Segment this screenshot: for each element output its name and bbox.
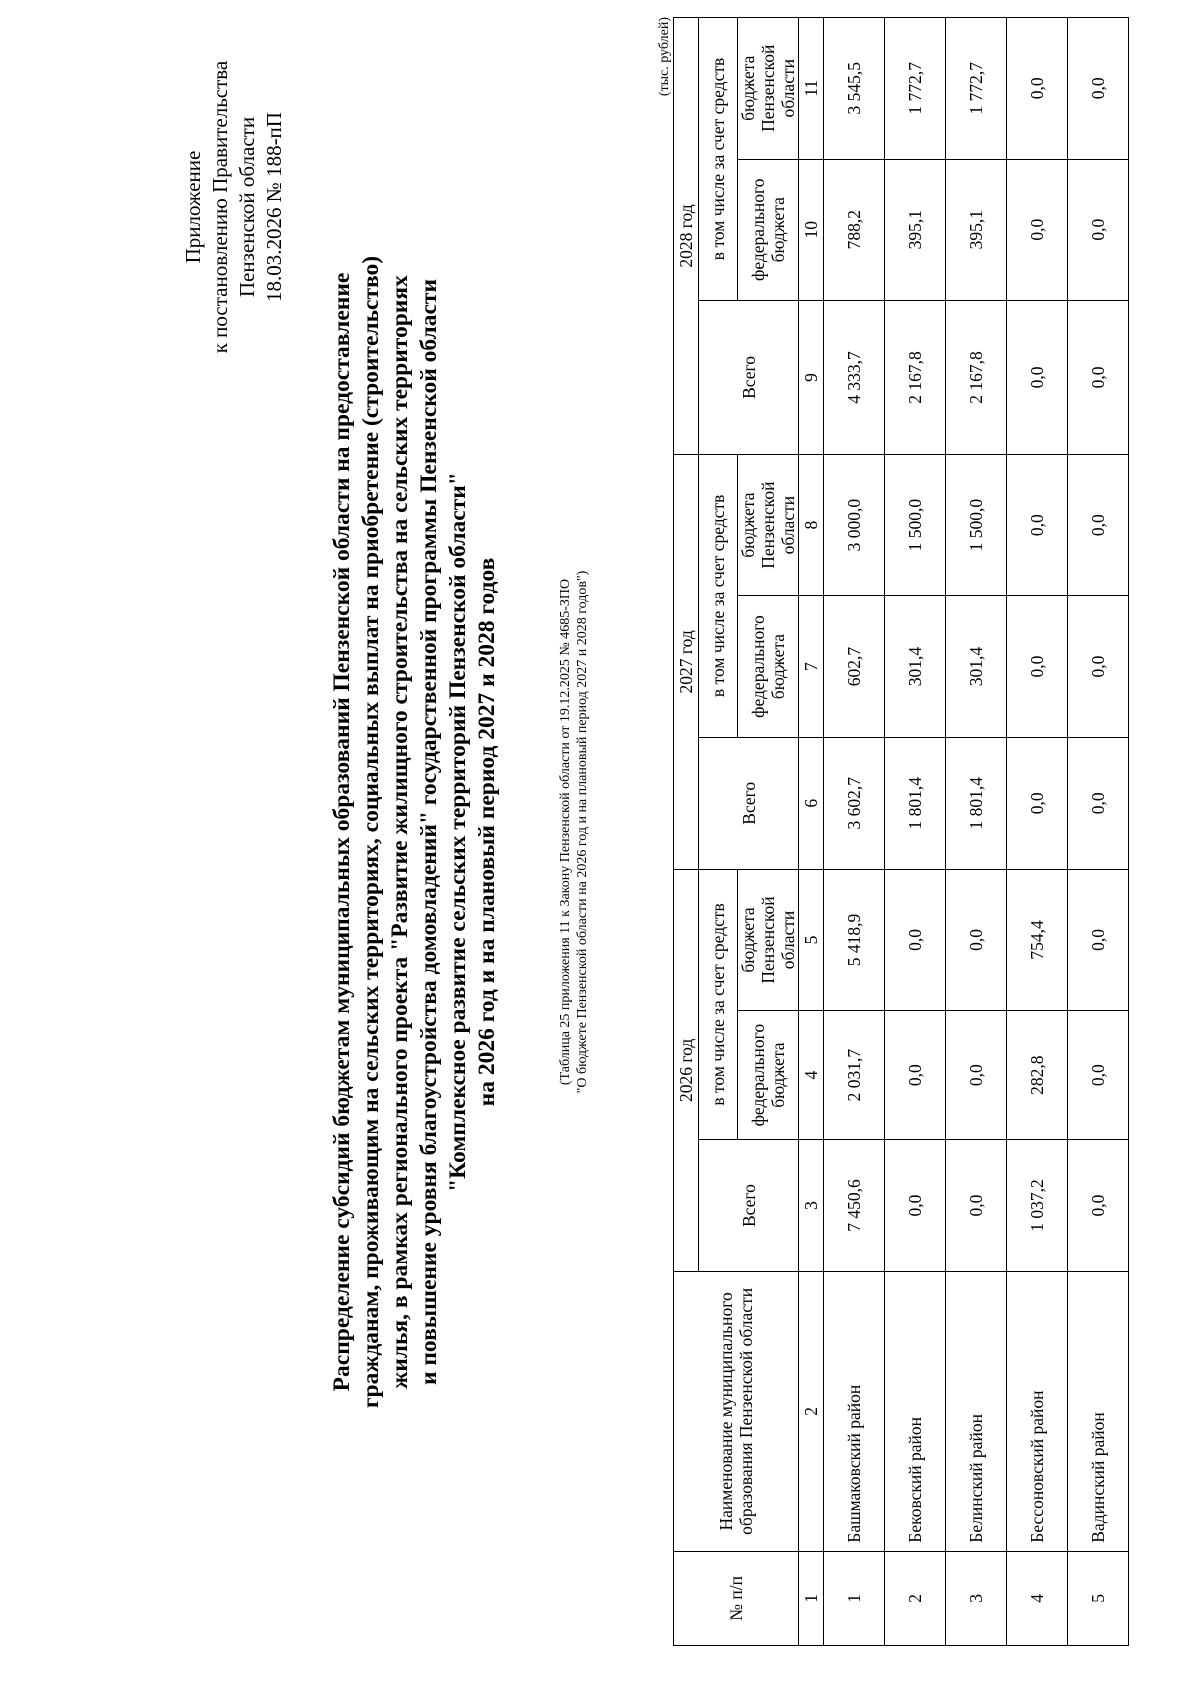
header-num: № п/п (674, 1551, 799, 1645)
cell-value: 0,0 (1068, 737, 1129, 869)
cell-value: 2 167,8 (885, 300, 946, 454)
cell-value: 0,0 (885, 1140, 946, 1272)
title-line: "Комплексное развитие сельских территорий Пензенской области" (445, 472, 471, 1192)
header-row-years (674, 18, 699, 1646)
column-index: 2 (799, 1272, 824, 1552)
cell-value: 7 450,6 (824, 1140, 885, 1272)
cell-value: 0,0 (1068, 159, 1129, 300)
title-line: на 2026 год и на плановый период 2027 и 2028 годов (474, 557, 500, 1107)
cell-municipality: Башмаковский район (824, 1272, 885, 1552)
cell-value: 395,1 (946, 159, 1007, 300)
cell-value: 0,0 (1007, 300, 1068, 454)
title-line: и повышение уровня благоустройства домовладений" государственной программы Пензенской области (416, 278, 442, 1386)
cell-value: 0,0 (1007, 596, 1068, 737)
header-federal-2026: федерального бюджета (738, 1011, 799, 1140)
header-federal-2028: федерального бюджета (738, 159, 799, 300)
cell-value: 3 545,5 (824, 18, 885, 160)
table-row (885, 18, 946, 1646)
header-incl-2028: в том числе за счет средств (699, 18, 738, 301)
header-federal-2027: федерального бюджета (738, 596, 799, 737)
source-line: (Таблица 25 приложения 11 к Закону Пензенской области от 19.12.2025 № 4685-ЗПО (558, 578, 573, 1086)
cell-value: 395,1 (885, 159, 946, 300)
cell-value: 0,0 (885, 1011, 946, 1140)
cell-value: 1 037,2 (1007, 1140, 1068, 1272)
column-index: 9 (799, 300, 824, 454)
column-index: 8 (799, 454, 824, 595)
header-year-2027: 2027 год (674, 454, 699, 869)
cell-value: 2 031,7 (824, 1011, 885, 1140)
cell-value: 0,0 (1007, 18, 1068, 160)
header-total-2028: Всего (699, 300, 799, 454)
header-regional-2028: бюджета Пензенской области (738, 18, 799, 160)
header-regional-2026: бюджета Пензенской области (738, 869, 799, 1010)
column-index: 4 (799, 1011, 824, 1140)
header-incl-2027: в том числе за счет средств (699, 454, 738, 737)
cell-value: 5 418,9 (824, 869, 885, 1010)
appendix-block (180, 57, 288, 357)
cell-value: 0,0 (1068, 869, 1129, 1010)
cell-value: 0,0 (946, 1011, 1007, 1140)
document-title (328, 97, 502, 1567)
appendix-line: 18.03.2026 № 188-пП (262, 112, 286, 302)
unit-label: (тыс. рублей) (657, 17, 672, 97)
header-year-2026: 2026 год (674, 869, 699, 1271)
source-note (557, 97, 591, 1567)
table-row (1007, 18, 1068, 1646)
header-year-2028: 2028 год (674, 18, 699, 455)
cell-municipality: Бековский район (885, 1272, 946, 1552)
source-line: "О бюджете Пензенской области на 2026 год и на плановый период 2027 и 2028 годов") (575, 570, 590, 1094)
cell-value: 0,0 (1068, 300, 1129, 454)
column-index: 3 (799, 1140, 824, 1272)
header-regional-2027: бюджета Пензенской области (738, 454, 799, 595)
cell-value: 3 602,7 (824, 737, 885, 869)
appendix-line: Пензенской области (235, 116, 259, 298)
header-total-2026: Всего (699, 1140, 799, 1272)
column-index: 6 (799, 737, 824, 869)
subsidy-table (673, 17, 1129, 1646)
cell-num: 3 (946, 1551, 1007, 1645)
cell-value: 1 801,4 (946, 737, 1007, 869)
title-line: гражданам, проживающим на сельских территориях, социальных выплат на приобретение (строительство) (358, 255, 384, 1409)
cell-municipality: Белинский район (946, 1272, 1007, 1552)
cell-value: 2 167,8 (946, 300, 1007, 454)
cell-value: 3 000,0 (824, 454, 885, 595)
cell-value: 1 772,7 (885, 18, 946, 160)
cell-value: 0,0 (1007, 737, 1068, 869)
cell-value: 0,0 (1068, 1011, 1129, 1140)
cell-value: 0,0 (885, 869, 946, 1010)
title-line: Распределение субсидий бюджетам муниципальных образований Пензенской области на предоставление (329, 272, 355, 1392)
cell-value: 1 500,0 (885, 454, 946, 595)
cell-value: 1 772,7 (946, 18, 1007, 160)
cell-value: 4 333,7 (824, 300, 885, 454)
cell-value: 602,7 (824, 596, 885, 737)
column-index: 1 (799, 1551, 824, 1645)
cell-value: 788,2 (824, 159, 885, 300)
header-incl-2026: в том числе за счет средств (699, 869, 738, 1139)
appendix-line: Приложение (181, 150, 205, 264)
table-row (824, 18, 885, 1646)
cell-value: 1 801,4 (885, 737, 946, 869)
cell-municipality: Бессоновский район (1007, 1272, 1068, 1552)
header-total-2027: Всего (699, 737, 799, 869)
cell-value: 1 500,0 (946, 454, 1007, 595)
cell-value: 0,0 (1068, 596, 1129, 737)
cell-num: 5 (1068, 1551, 1129, 1645)
cell-value: 0,0 (946, 1140, 1007, 1272)
appendix-line: к постановлению Правительства (208, 60, 232, 354)
header-name: Наименование муниципального образования Пензенской области (674, 1272, 799, 1552)
cell-num: 2 (885, 1551, 946, 1645)
column-index: 5 (799, 869, 824, 1010)
cell-value: 0,0 (946, 869, 1007, 1010)
column-index: 10 (799, 159, 824, 300)
cell-value: 282,8 (1007, 1011, 1068, 1140)
cell-value: 0,0 (1068, 1140, 1129, 1272)
cell-value: 301,4 (885, 596, 946, 737)
column-index: 7 (799, 596, 824, 737)
cell-value: 0,0 (1068, 18, 1129, 160)
cell-municipality: Вадинский район (1068, 1272, 1129, 1552)
table-row (946, 18, 1007, 1646)
table-row (1068, 18, 1129, 1646)
column-index: 11 (799, 18, 824, 160)
title-line: жилья, в рамках регионального проекта "Развитие жилищного строительства на сельских территориях (387, 275, 413, 1389)
cell-value: 0,0 (1007, 454, 1068, 595)
cell-num: 4 (1007, 1551, 1068, 1645)
header-row-indices (799, 18, 824, 1646)
cell-value: 301,4 (946, 596, 1007, 737)
cell-value: 0,0 (1007, 159, 1068, 300)
cell-value: 0,0 (1068, 454, 1129, 595)
cell-value: 754,4 (1007, 869, 1068, 1010)
cell-num: 1 (824, 1551, 885, 1645)
